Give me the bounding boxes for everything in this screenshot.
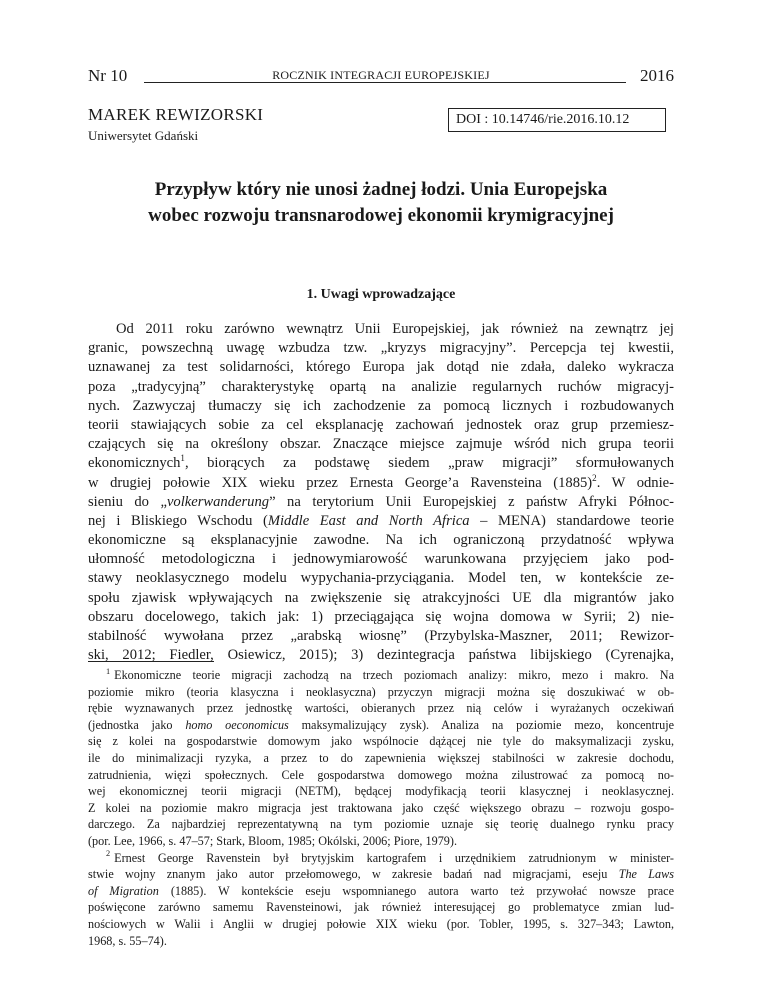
text-run: stwie wojny znanym jako autor przełomowego, w zakresie badań nad migracjami, eseju	[88, 867, 619, 882]
footnote-line: się z kolei na gospodarstwie domowym jako wspólnocie dążącej nie tyle do maksymalizacji zysku,	[88, 734, 674, 749]
italic-term: volkerwanderung	[166, 493, 270, 510]
text-run: Ernest George Ravenstein był brytyjskim kartografem i urzędnikiem zatrudnionym w minister-	[114, 850, 674, 865]
text-run: w drugiej połowie XIX wieku przez Ernesta George’a Ravensteina (1885)	[88, 474, 593, 491]
body-line	[88, 454, 674, 473]
body-line: poza „tradycyjną” charakterystykę opartą na analizie regularnych ruchów migracyj-	[88, 378, 674, 395]
footnote-ref-2[interactable]: 2	[592, 473, 597, 483]
body-line: społu zjawisk wpływających na zwiększenie się atrakcyjności UE dla migrantów jako	[88, 589, 674, 606]
italic-term: Middle East and North Africa	[267, 512, 470, 529]
footnote-ref-1[interactable]: 1	[180, 454, 185, 464]
text-run: ekonomicznych	[88, 455, 181, 472]
footnote-line: wej ekonomicznej teorii migracji (NETM), będącej modyfikacją teorii klasycznej i neoklasycznej.	[88, 784, 674, 799]
author-name: MAREK REWIZORSKI	[88, 105, 264, 124]
footnote-line	[88, 717, 674, 734]
section-heading: 1. Uwagi wprowadzające	[306, 287, 456, 302]
title-line: Przypływ który nie unosi żadnej łodzi. Unia Europejska	[154, 179, 608, 200]
footnote-line: (por. Lee, 1966, s. 47–57; Stark, Bloom, 1985; Okólski, 2006; Piore, 1979).	[88, 833, 457, 848]
text-run: nej i Bliskiego Wschodu (	[88, 512, 268, 529]
text-run: – MENA) standardowe teorie	[469, 512, 674, 529]
footnote-line	[88, 883, 674, 900]
text-run: . W odnie-	[596, 474, 674, 491]
body-text	[88, 320, 674, 665]
text-run: ” na terytorium Unii Europejskiej z państw Afryki Północ-	[269, 493, 674, 510]
issue-number: Nr 10	[88, 66, 128, 85]
running-header	[88, 66, 674, 90]
body-line: stabilność wywołana przez „arabską wiosnę” (Przybylska-Maszner, 2011; Rewizor-	[88, 628, 674, 644]
body-line	[88, 493, 674, 512]
author-affiliation: Uniwersytet Gdański	[88, 128, 199, 143]
issue-year: 2016	[640, 66, 674, 85]
body-line: granic, powszechną uwagę wzbudza tzw. „kryzys migracyjny”. Percepcja tej kwestii,	[88, 340, 674, 357]
text-run: maksymalizujący zysk). Analiza na poziomie mezo, koncentruje	[288, 717, 674, 732]
italic-term: The Laws	[618, 867, 674, 882]
title-line: wobec rozwoju transnarodowej ekonomii krymigracyjnej	[148, 205, 614, 226]
text-run: sieniu do „	[88, 493, 167, 510]
footnote-line: zatrudnienia, więzi społecznych. Cele gospodarstwa domowego można zilustrować za pomocą no-	[88, 767, 674, 782]
body-line: stawy neoklasycznego modelu wypychania-przyciągania. Model ten, w kontekście ze-	[88, 570, 674, 587]
italic-term: of Migration	[88, 883, 159, 898]
text-run: , biorących za podstawę siedem „praw migracji” sformułowanych	[184, 455, 674, 472]
body-line: ski, 2012; Fiedler, Osiewicz, 2015); 3) dezintegracja państwa libijskiego (Cyrenajka,	[88, 647, 674, 664]
footnote-line	[88, 866, 674, 883]
footnote-line: poświęcone zarówno samemu Ravensteinowi, jak również interesującej go problematyce zmian lud-	[88, 900, 674, 915]
footnote-line: darczego. Za najbardziej reprezentatywną na tym poziomie uznaje się teorię dualnego rynku pracy	[88, 817, 674, 832]
doi-box: DOI : 10.14746/rie.2016.10.12	[448, 108, 666, 132]
footnote-line	[88, 850, 674, 867]
footnote-line: poziomie mikro (teoria klasyczna i neoklasyczna) przyczyn migracji można się doszukiwać w ob-	[88, 684, 674, 699]
body-line	[88, 474, 674, 493]
body-line: ekonomiczne są eksplanacyjnie zawodne. Na ich ograniczoną przydatność wpływa	[88, 532, 674, 549]
text-run: (1885). W kontekście eseju wspomnianego autora warto też przywołać nowsze prace	[158, 883, 674, 898]
footnote-line: 1968, s. 55–74).	[88, 933, 167, 948]
footnote-line: rębie wyznawanych przez jednostkę wartości, obieranych przez nią celów i wyrażanych oczekiwań	[88, 701, 674, 716]
footnote-line: ile do minimalizacji ryzyka, a przez to do zapewnienia większej stabilności w zakresie dochodu,	[88, 750, 674, 765]
footnote-number-2: 2	[106, 849, 111, 859]
body-line: czających się na określony obszar. Znaczące miejsce zajmuje wśród nich grupa teorii	[88, 436, 674, 453]
footnote-line: nościowych w Walii i Anglii w drugiej połowie XIX wieku (por. Tobler, 1995, s. 327–343; Lawton,	[88, 916, 674, 931]
text-run: Ekonomiczne teorie migracji zachodzą na trzech poziomach analizy: mikro, mezo i makro. Na	[114, 668, 674, 682]
body-line: obszaru docelowego, takich jak: 1) przeciągająca się wojna domowa w Syrii; 2) nie-	[88, 608, 674, 625]
footnote-line	[88, 667, 674, 684]
article-title	[88, 177, 674, 229]
footnote-line: Z kolei na poziomie makro migracja jest traktowana jako część większego obrazu – rozwoju gospo-	[88, 800, 674, 815]
body-line	[88, 512, 674, 531]
body-line: nych. Zazwyczaj tłumaczy się ich zachodzenie za pomocą licznych i rozbudowanych	[88, 397, 674, 414]
footnote-separator	[88, 661, 214, 662]
footnote-number-1: 1	[106, 667, 111, 676]
body-line: teorii stawiających sobie za cel eksplanację zachowań jednostek oraz grup przemiesz-	[88, 416, 674, 433]
body-line: ułomność metodologiczna i jednowymiarowość warunkowana przyjęciem jako pod-	[88, 551, 674, 568]
text-run: (jednostka jako	[88, 717, 186, 732]
body-line: uznawanej za test solidarności, którego Europa jak dotąd nie zdała, daleko wykracza	[88, 359, 674, 376]
footnotes	[88, 667, 674, 949]
italic-term: homo oeconomicus	[185, 717, 289, 732]
body-line: Od 2011 roku zarówno wewnątrz Unii Europejskiej, jak również na zewnątrz jej	[116, 321, 674, 337]
journal-name: ROCZNIK INTEGRACJI EUROPEJSKIEJ	[272, 68, 490, 82]
